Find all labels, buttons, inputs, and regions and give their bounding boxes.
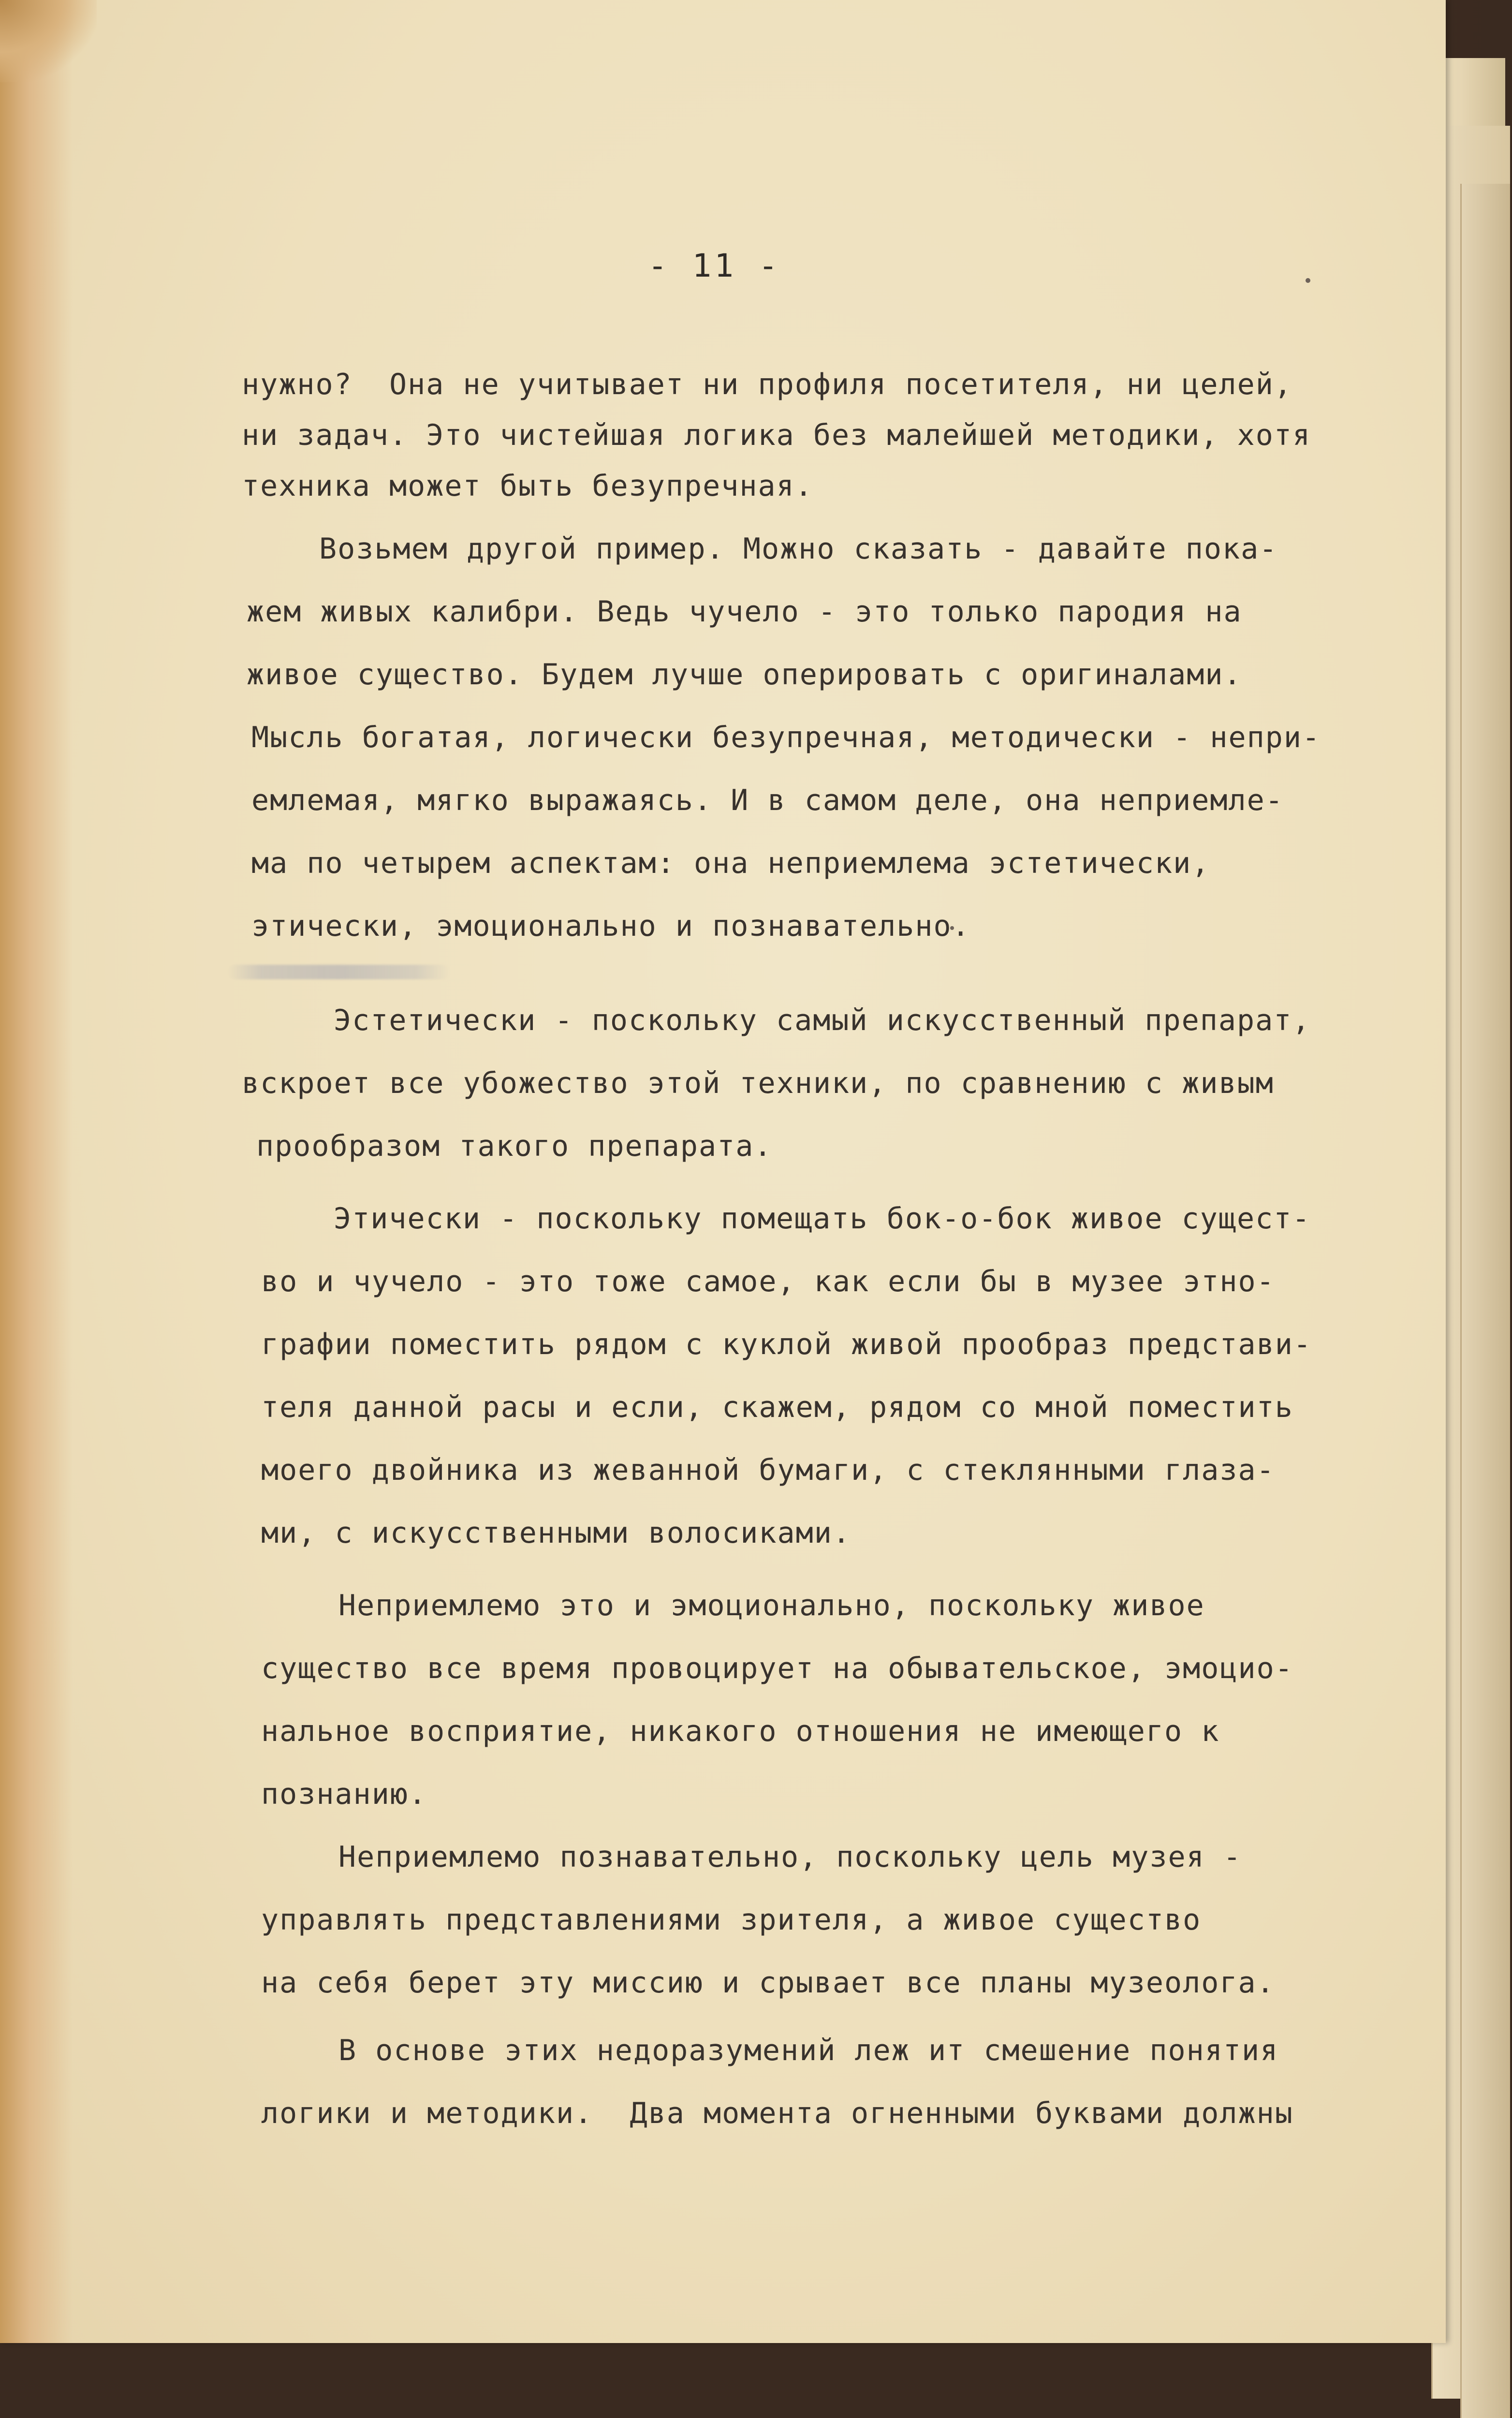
text-line: познанию. [261, 1777, 427, 1811]
text-line: логики и методики. Два момента огненными буквами должны [261, 2096, 1293, 2130]
text-line: графии поместить рядом с куклой живой прообраз представи- [261, 1327, 1312, 1361]
text-line: Эстетически - поскольку самый искусственный препарат, [334, 1003, 1311, 1037]
underlying-sheet [1460, 184, 1510, 2418]
text-line: этически, эмоционально и познавательно. [251, 909, 970, 943]
text-line: техника может быть безупречная. [242, 469, 813, 503]
text-line: емлемая, мягко выражаясь. И в самом деле, она неприемле- [251, 783, 1284, 817]
text-line: существо все время провоцирует на обывательское, эмоцио- [261, 1651, 1293, 1685]
text-line: В основе этих недоразумений леж ит смешение понятия [338, 2034, 1279, 2067]
text-line: жем живых калибри. Ведь чучело - это только пародия на [247, 595, 1242, 629]
text-line: нальное восприятие, никакого отношения не имеющего к [261, 1714, 1220, 1748]
text-line: моего двойника из жеванной бумаги, с стеклянными глаза- [261, 1453, 1275, 1487]
text-line: ма по четырем аспектам: она неприемлема эстетически, [251, 846, 1210, 880]
text-line: во и чучело - это тоже самое, как если бы в музее этно- [261, 1265, 1275, 1298]
text-line: теля данной расы и если, скажем, рядом со мной поместить [261, 1390, 1293, 1424]
text-line: живое существо. Будем лучше оперировать с оригиналами. [247, 658, 1242, 692]
text-line: Мысль богатая, логически безупречная, методически - непри- [251, 721, 1321, 754]
text-line: Этически - поскольку помещать бок-о-бок живое сущест- [334, 1202, 1311, 1236]
text-line: нужно? Она не учитывает ни профиля посетителя, ни целей, [242, 368, 1293, 401]
text-line: Возьмем другой пример. Можно сказать - давайте пока- [319, 532, 1278, 566]
text-line: вскроет все убожество этой техники, по сравнению с живым [242, 1066, 1274, 1100]
page-number: - 11 - [648, 247, 781, 284]
text-line: ни задач. Это чистейшая логика без малейшей методики, хотя [242, 418, 1311, 452]
text-line: управлять представлениями зрителя, а живое существо [261, 1903, 1202, 1937]
text-line: на себя берет эту миссию и срывает все планы музеолога. [261, 1966, 1275, 2000]
text-line: Неприемлемо познавательно, поскольку цель музея - [338, 1840, 1242, 1874]
text-line: ми, с искусственными волосиками. [261, 1516, 851, 1550]
text-line: прообразом такого препарата. [256, 1129, 773, 1163]
text-line: Неприемлемо это и эмоционально, поскольку живое [338, 1589, 1205, 1622]
